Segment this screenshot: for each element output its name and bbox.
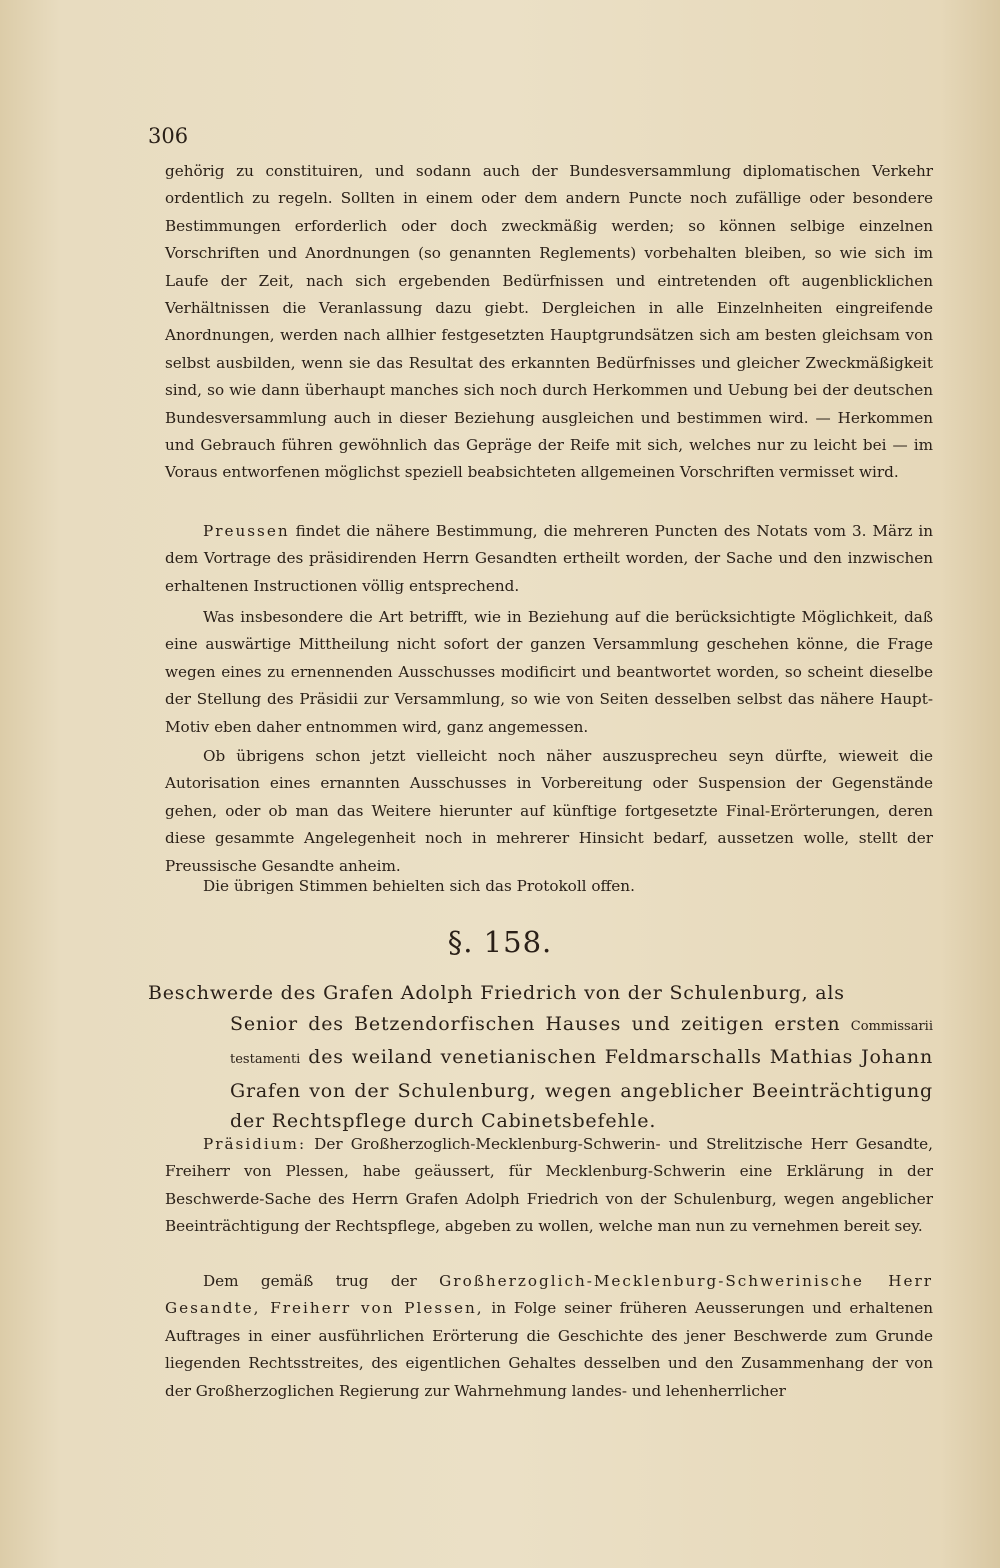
paragraph-7-a: Dem gemäß trug der bbox=[203, 1272, 440, 1290]
paragraph-1: gehörig zu constituiren, und sodann auch der Bundesversammlung diplomatischen Verkehr ordentlich zu regeln. Sollten in einem oder dem andern Puncte noch zufällige oder besondere Bestimmungen erforderlich oder doch zweckmäßig werden; so können selbige einzelnen Vorschriften und Anordnungen (so genannten Reglements) vorbehalten bleiben, so wie sich im Laufe der Zeit, nach sich ergebenden Bedürfnissen und eintretenden oft augenblicklichen Verhältnissen die Veranlassung dazu giebt. Dergleichen in alle Einzelnheiten eingreifende Anordnungen, werden nach allhier festgesetzten Hauptgrundsätzen sich am besten gleichsam von selbst ausbilden, wenn sie das Resultat des erkannten Bedürfnisses und gleicher Zweckmäßigkeit sind, so wie dann überhaupt manches sich noch durch Herkommen und Uebung bei der deutschen Bundesversammlung auch in dieser Beziehung ausgleichen und bestimmen wird. — Herkommen und Gebrauch führen gewöhnlich das Gepräge der Reife mit sich, welches nur zu leicht bei — im Voraus entworfenen möglichst speziell beabsichteten allgemeinen Vorschriften vermisset wird. bbox=[165, 162, 933, 482]
section-heading-line1: Beschwerde des Grafen Adolph Friedrich von der Schulenburg, als bbox=[148, 982, 845, 1004]
paragraph-5: Die übrigen Stimmen behielten sich das Protokoll offen. bbox=[203, 877, 635, 895]
paragraph-4: Ob übrigens schon jetzt vielleicht noch näher auszusprecheu seyn dürfte, wieweit die Autorisation eines ernannten Ausschusses in Vorbereitung oder Suspension der Gegenstände gehen, oder ob man das Weitere hierunter auf künftige fortgesetzte Final-Erörterungen, deren diese gesammte Angelegenheit noch in mehrerer Hinsicht bedarf, aussetzen wolle, stellt der Preussische Gesandte anheim. bbox=[165, 747, 933, 875]
section-heading-rest bbox=[148, 1009, 933, 1137]
paragraph-2 bbox=[165, 518, 933, 600]
section-heading-latin: Commissarii testamenti bbox=[230, 1018, 933, 1067]
page-number: 306 bbox=[148, 124, 189, 148]
paragraph-7 bbox=[165, 1268, 933, 1405]
section-heading bbox=[148, 978, 933, 1137]
section-heading-rest-a: Senior des Betzendorfischen Hauses und zeitigen ersten bbox=[230, 1012, 851, 1035]
paragraph-6-lead: Präsidium: bbox=[203, 1135, 307, 1153]
paragraph-7-spaced: Großherzoglich-Mecklenburg-Schwerinische Herr Gesandte, Freiherr von Plessen, bbox=[165, 1272, 933, 1318]
section-heading-rest-b: des weiland venetianischen Feldmarschalls Mathias Johann Grafen von der Schulenburg, wegen angeblicher Beeinträchtigung der Rechtspflege durch Cabinetsbefehle. bbox=[230, 1046, 933, 1132]
paragraph-6 bbox=[165, 1131, 933, 1241]
paragraph-3: Was insbesondere die Art betrifft, wie in Beziehung auf die berücksichtigte Möglichkeit, daß eine auswärtige Mittheilung nicht sofort der ganzen Versammlung geschehen könne, die Frage wegen eines zu ernennenden Ausschusses modificirt und beantwortet worden, so scheint dieselbe der Stellung des Präsidii zur Versammlung, so wie von Seiten desselben selbst das nähere Haupt-Motiv eben daher entnommen wird, ganz angemessen. bbox=[165, 608, 933, 736]
section-number: §. 158. bbox=[447, 925, 553, 959]
paragraph-7-b: in Folge seiner früheren Aeusserungen und erhaltenen Auftrages in einer ausführlichen Erörterung die Geschichte des jener Beschwerde zum Grunde liegenden Rechtsstreites, des eigentlichen Gehaltes desselben und den Zusammenhang der von der Großherzoglichen Regierung zur Wahrnehmung landes- und lehenherrlicher bbox=[165, 1299, 933, 1400]
paragraph-2-lead: Preussen bbox=[203, 522, 290, 540]
paragraph-6-body: Der Großherzoglich-Mecklenburg-Schwerin- und Strelitzische Herr Gesandte, Freiherr von Plessen, habe geäussert, für Mecklenburg-Schwerin eine Erklärung in der Beschwerde-Sache des Herrn Grafen Adolph Friedrich von der Schulenburg, wegen angeblicher Beeinträchtigung der Rechtspflege, abgeben zu wollen, welche man nun zu vernehmen bereit sey. bbox=[165, 1135, 933, 1236]
paragraph-2-body: findet die nähere Bestimmung, die mehreren Puncten des Notats vom 3. März in dem Vortrage des präsidirenden Herrn Gesandten ertheilt worden, der Sache und den inzwischen erhaltenen Instructionen völlig entsprechend. bbox=[165, 522, 933, 595]
